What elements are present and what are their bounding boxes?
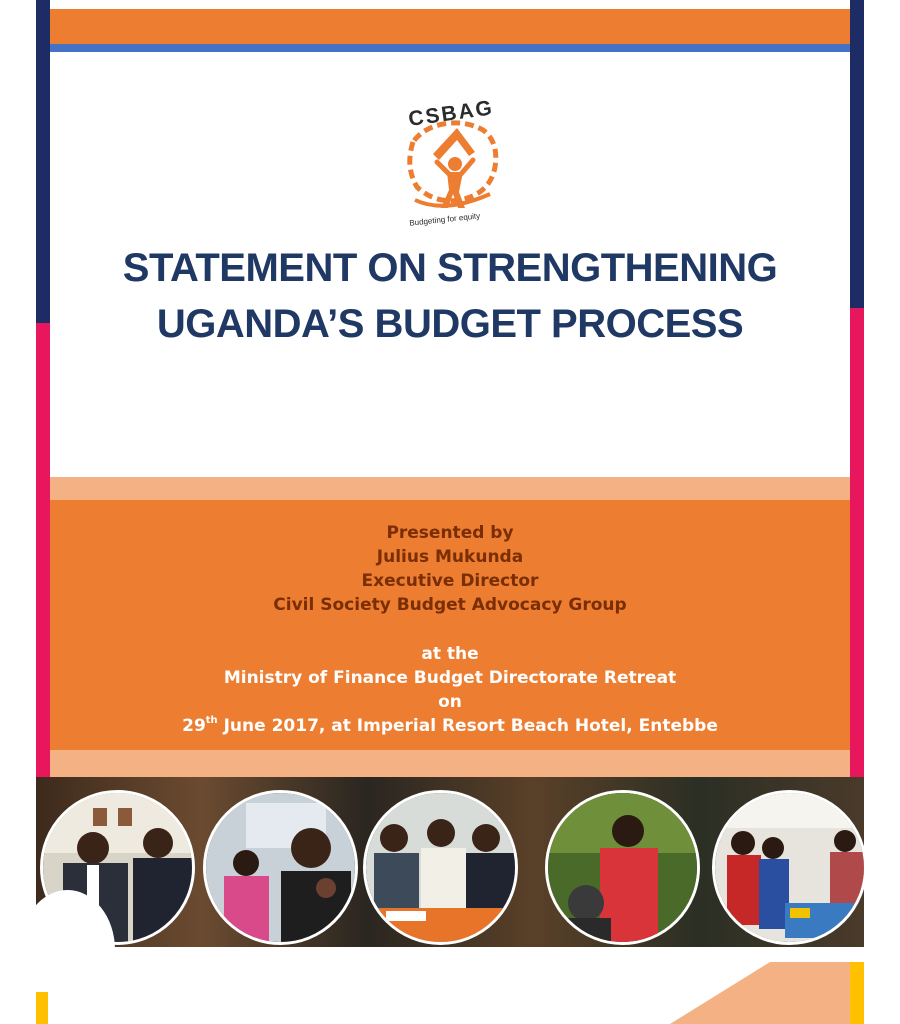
photo-panel <box>363 790 518 945</box>
event-name: Ministry of Finance Budget Directorate Retreat <box>223 668 677 688</box>
event-date-suffix: th <box>205 715 218 726</box>
presenter-block <box>50 521 850 617</box>
peach-band-bottom <box>50 750 850 777</box>
presenter-name: Julius Mukunda <box>376 547 524 567</box>
left-navy-bar <box>36 0 50 323</box>
right-pink-bar <box>850 308 864 778</box>
document-title <box>50 240 850 352</box>
top-blue-line <box>50 44 850 52</box>
event-date-rest: June 2017, at Imperial Resort Beach Hotel, Entebbe <box>217 716 718 736</box>
event-at-label: at the <box>421 644 479 664</box>
peach-band-top <box>50 477 850 500</box>
photo-speaker <box>545 790 700 945</box>
svg-text:CSBAG: CSBAG <box>406 96 496 131</box>
svg-text:Budgeting for equity: Budgeting for equity <box>408 211 481 227</box>
yellow-bar-left <box>36 992 48 1024</box>
right-navy-bar <box>850 0 864 308</box>
presented-by-label: Presented by <box>386 523 514 543</box>
presenter-role: Executive Director <box>361 571 539 591</box>
event-date-venue <box>50 714 850 738</box>
csbag-logo <box>395 82 510 227</box>
title-line-1: STATEMENT ON STRENGTHENING <box>122 246 778 290</box>
event-on-label: on <box>438 692 462 712</box>
event-date-day: 29 <box>182 716 206 736</box>
yellow-bar-right <box>850 962 864 1024</box>
photo-workshop <box>203 790 358 945</box>
presenter-organisation: Civil Society Budget Advocacy Group <box>273 595 627 615</box>
left-pink-bar <box>36 323 50 778</box>
photo-exhibition <box>712 790 867 945</box>
title-line-2: UGANDA’S BUDGET PROCESS <box>156 302 744 346</box>
white-curve-shape <box>20 890 115 1010</box>
peach-corner-shape <box>650 962 850 1024</box>
event-block <box>50 642 850 738</box>
top-orange-band <box>50 9 850 44</box>
